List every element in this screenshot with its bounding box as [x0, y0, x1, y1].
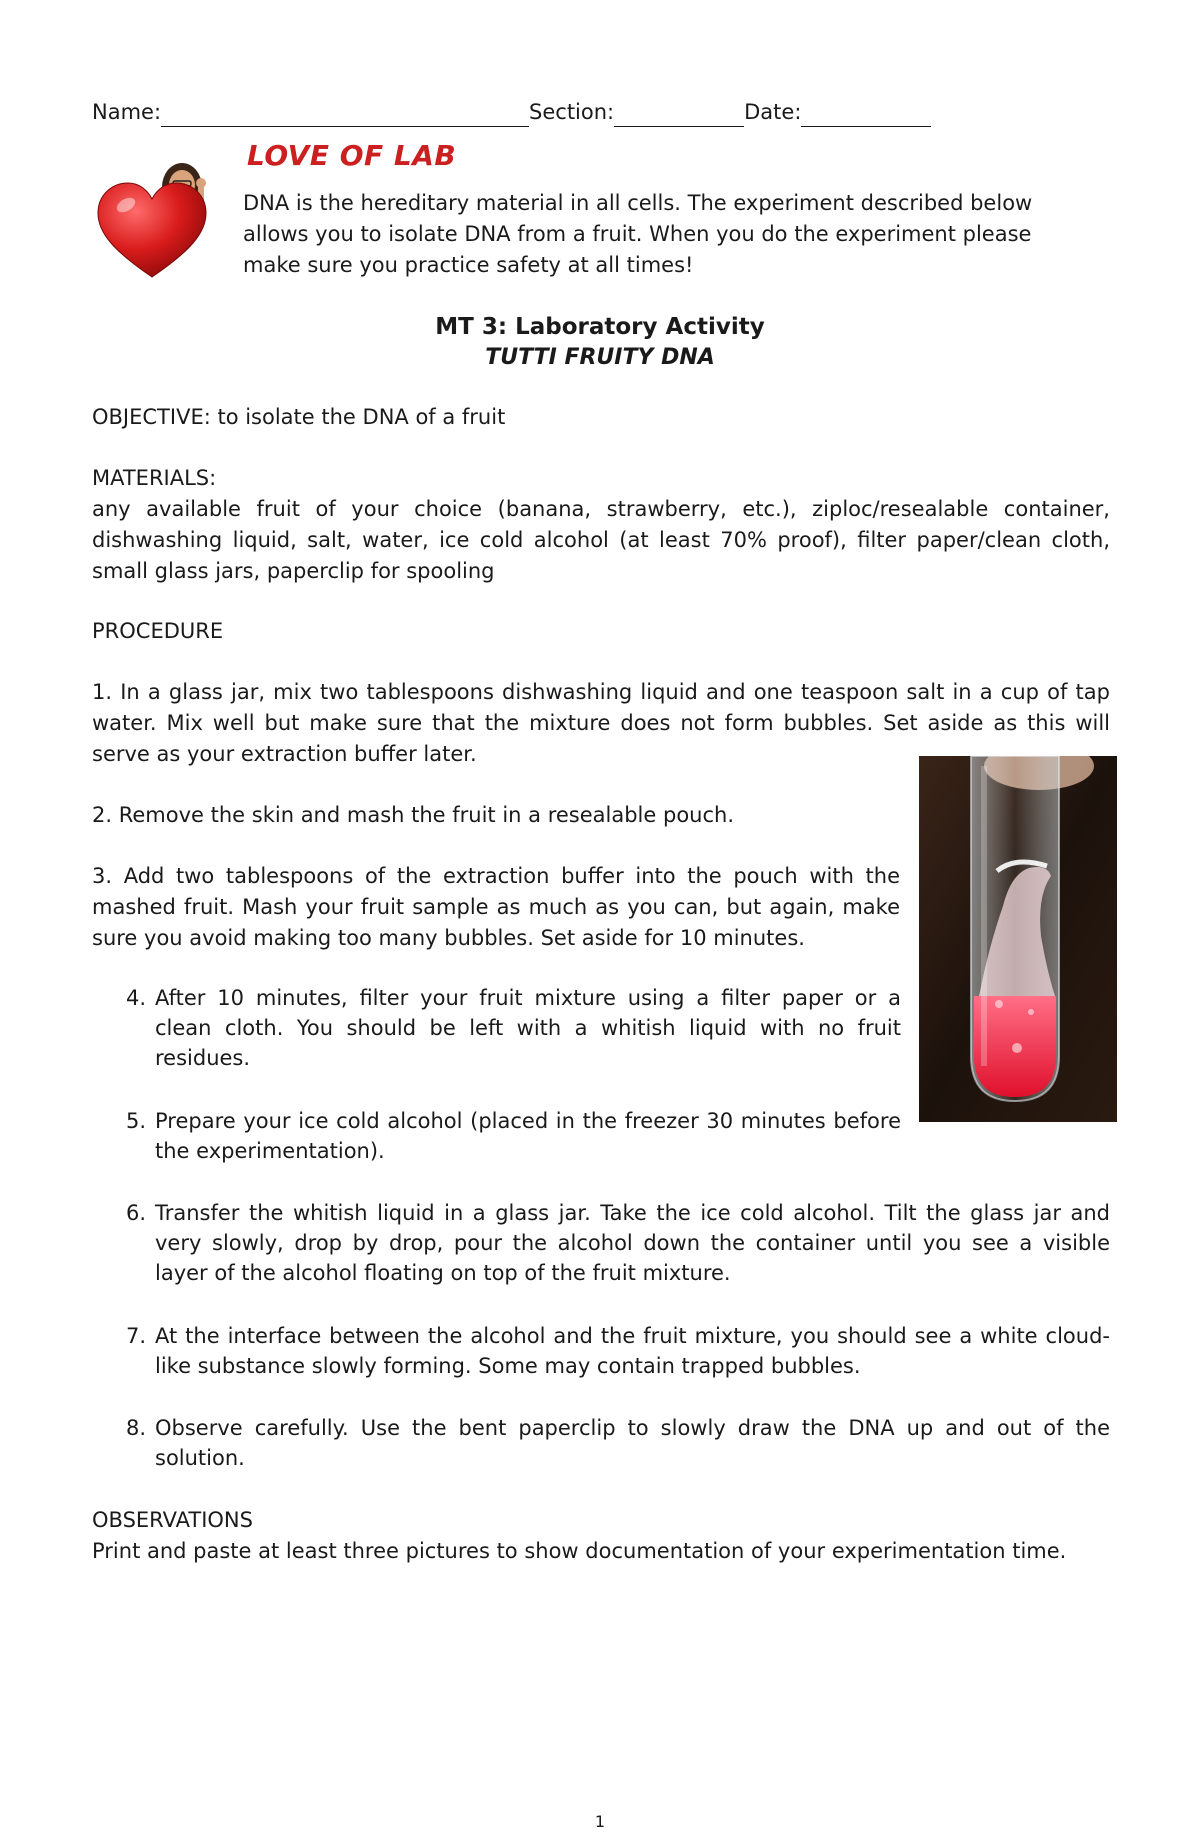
page-number: 1	[594, 1812, 606, 1831]
step-text: In a glass jar, mix two tablespoons dishwashing liquid and one teaspoon salt in a cup of tap water. Mix well but make sure that the mixture does not form bubbles. Set aside as this will serve as your extraction buffer later.	[92, 680, 1110, 766]
activity-title: MT 3: Laboratory Activity	[435, 314, 765, 340]
procedure-step-7	[126, 1321, 1110, 1381]
love-of-lab-title: LOVE OF LAB	[247, 139, 457, 172]
test-tube-dna-photo	[919, 756, 1117, 1122]
procedure-heading: PROCEDURE	[92, 619, 224, 643]
section-blank[interactable]	[614, 104, 744, 127]
materials-heading: MATERIALS:	[92, 466, 217, 490]
intro-paragraph: DNA is the hereditary material in all cells. The experiment described below allows you to isolate DNA from a fruit. When you do the experiment please make sure you practice safety at all times!	[243, 191, 1033, 277]
header-fields	[92, 97, 931, 127]
procedure-step-8	[126, 1413, 1110, 1473]
activity-subtitle: TUTTI FRUITY DNA	[485, 345, 715, 370]
observations-heading: OBSERVATIONS	[92, 1508, 253, 1532]
name-blank[interactable]	[161, 104, 529, 127]
step-text: Add two tablespoons of the extraction buffer into the pouch with the mashed fruit. Mash your fruit sample as much as you can, but again, make sure you avoid making too many bubbles. Set aside for 10 minutes.	[92, 864, 900, 950]
step-text: Remove the skin and mash the fruit in a resealable pouch.	[118, 803, 735, 827]
objective-text: OBJECTIVE: to isolate the DNA of a fruit	[92, 405, 506, 429]
step-text: Prepare your ice cold alcohol (placed in the freezer 30 minutes before the experimentation).	[155, 1109, 901, 1163]
step-text: After 10 minutes, filter your fruit mixture using a filter paper or a clean cloth. You should be left with a whitish liquid with no fruit residues.	[155, 986, 901, 1070]
date-blank[interactable]	[801, 104, 931, 127]
step-text: Transfer the whitish liquid in a glass jar. Take the ice cold alcohol. Tilt the glass jar and very slowly, drop by drop, pour the alcohol down the container until you see a visible layer of the alcohol floating on top of the fruit mixture.	[155, 1201, 1110, 1285]
date-label: Date:	[744, 100, 802, 124]
step-number: 5.	[126, 1109, 147, 1133]
procedure-step-5	[126, 1106, 901, 1166]
step-number: 2.	[92, 803, 113, 827]
heart-avatar-illustration	[94, 155, 224, 283]
step-text: Observe carefully. Use the bent paperclip to slowly draw the DNA up and out of the solution.	[155, 1416, 1110, 1470]
procedure-step-4	[126, 983, 901, 1073]
procedure-step-6	[126, 1198, 1110, 1288]
materials-text: any available fruit of your choice (banana, strawberry, etc.), ziploc/resealable container, dishwashing liquid, salt, water, ice cold alcohol (at least 70% proof), filter paper/clean cloth, small glass jars, paperclip for spooling	[92, 497, 1110, 583]
step-number: 4.	[126, 986, 147, 1010]
procedure-step-3	[92, 861, 900, 954]
step-number: 6.	[126, 1201, 147, 1225]
step-number: 1.	[92, 680, 113, 704]
step-number: 7.	[126, 1324, 147, 1348]
step-number: 3.	[92, 864, 113, 888]
name-label: Name:	[92, 100, 162, 124]
step-text: At the interface between the alcohol and the fruit mixture, you should see a white cloud-like substance slowly forming. Some may contain trapped bubbles.	[155, 1324, 1110, 1378]
heart-icon	[98, 183, 206, 277]
observations-text: Print and paste at least three pictures to show documentation of your experimentation time.	[92, 1539, 1067, 1563]
step-number: 8.	[126, 1416, 147, 1440]
section-label: Section:	[529, 100, 615, 124]
